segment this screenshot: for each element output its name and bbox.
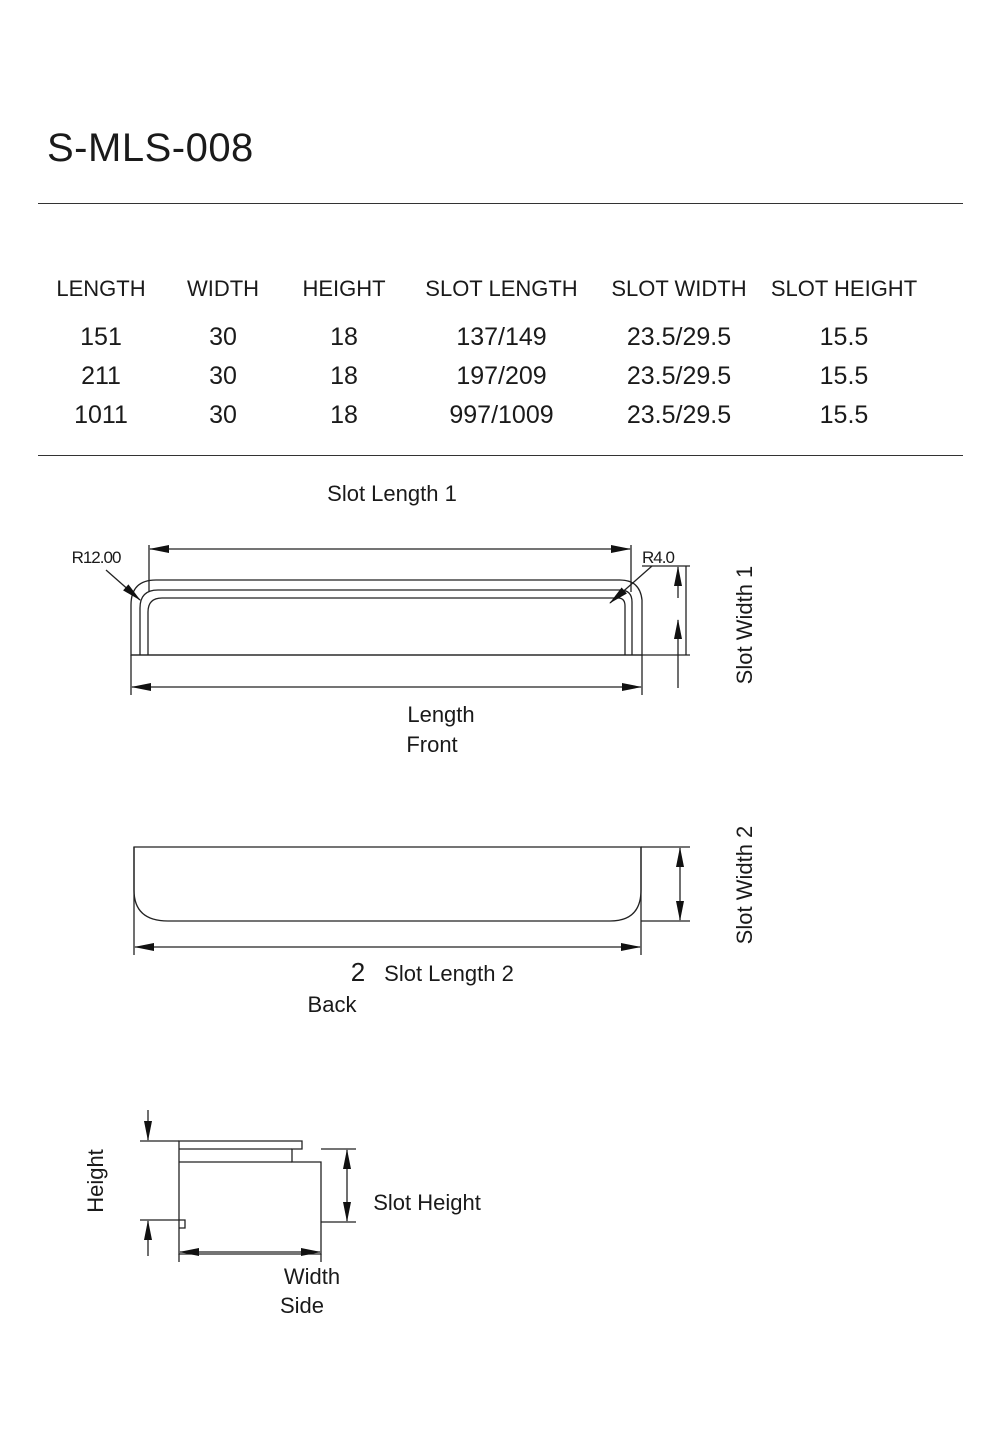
table-cell: 211 <box>81 362 121 390</box>
width-label: Width <box>283 1264 341 1289</box>
length-label: Length <box>407 702 475 727</box>
slot-length-2-number: 2 <box>350 957 366 987</box>
table-cell: 137/149 <box>456 323 547 351</box>
table-cell: 197/209 <box>456 362 547 390</box>
side-view-label: Side <box>279 1293 325 1318</box>
slot-length-1-label: Slot Length 1 <box>327 481 457 506</box>
slot-width-2-label: Slot Width 2 <box>732 825 757 945</box>
header-width: WIDTH <box>186 276 260 301</box>
header-length: LENGTH <box>56 276 146 301</box>
table-cell: 23.5/29.5 <box>626 323 732 351</box>
table-cell: 997/1009 <box>449 401 554 429</box>
height-label: Height <box>83 1149 108 1213</box>
table-cell: 30 <box>209 401 237 429</box>
header-height: HEIGHT <box>302 276 386 301</box>
table-cell: 15.5 <box>819 401 869 429</box>
radius-left-label: R12.00 <box>71 548 121 567</box>
slot-length-2-label: Slot Length 2 <box>384 961 514 986</box>
back-outer-profile <box>134 847 641 921</box>
back-view <box>134 847 690 955</box>
table-cell: 151 <box>80 323 122 351</box>
table-cell: 23.5/29.5 <box>626 401 732 429</box>
front-view <box>106 545 690 695</box>
header-slot-height: SLOT HEIGHT <box>770 276 918 301</box>
header-slot-width: SLOT WIDTH <box>611 276 747 301</box>
front-inner-lip-2 <box>148 598 625 655</box>
radius-leader-left <box>106 570 140 600</box>
table-cell: 18 <box>330 362 358 390</box>
table-cell: 30 <box>209 362 237 390</box>
table-cell: 18 <box>330 323 358 351</box>
table-cell: 30 <box>209 323 237 351</box>
table-cell: 15.5 <box>819 362 869 390</box>
side-view <box>140 1110 356 1262</box>
table-cell: 18 <box>330 401 358 429</box>
front-outer-profile <box>131 580 642 655</box>
slot-width-1-label: Slot Width 1 <box>732 565 757 685</box>
page-title: S-MLS-008 <box>47 126 254 170</box>
front-view-label: Front <box>406 732 458 757</box>
side-outer-profile <box>179 1141 321 1254</box>
table-cell: 1011 <box>74 401 128 429</box>
back-view-label: Back <box>307 992 357 1017</box>
front-inner-lip <box>140 590 632 655</box>
table-cell: 15.5 <box>819 323 869 351</box>
slot-height-label: Slot Height <box>373 1190 481 1215</box>
table-cell: 23.5/29.5 <box>626 362 732 390</box>
radius-right-label: R4.0 <box>642 548 674 567</box>
header-slot-length: SLOT LENGTH <box>425 276 578 301</box>
side-notch <box>179 1220 185 1228</box>
